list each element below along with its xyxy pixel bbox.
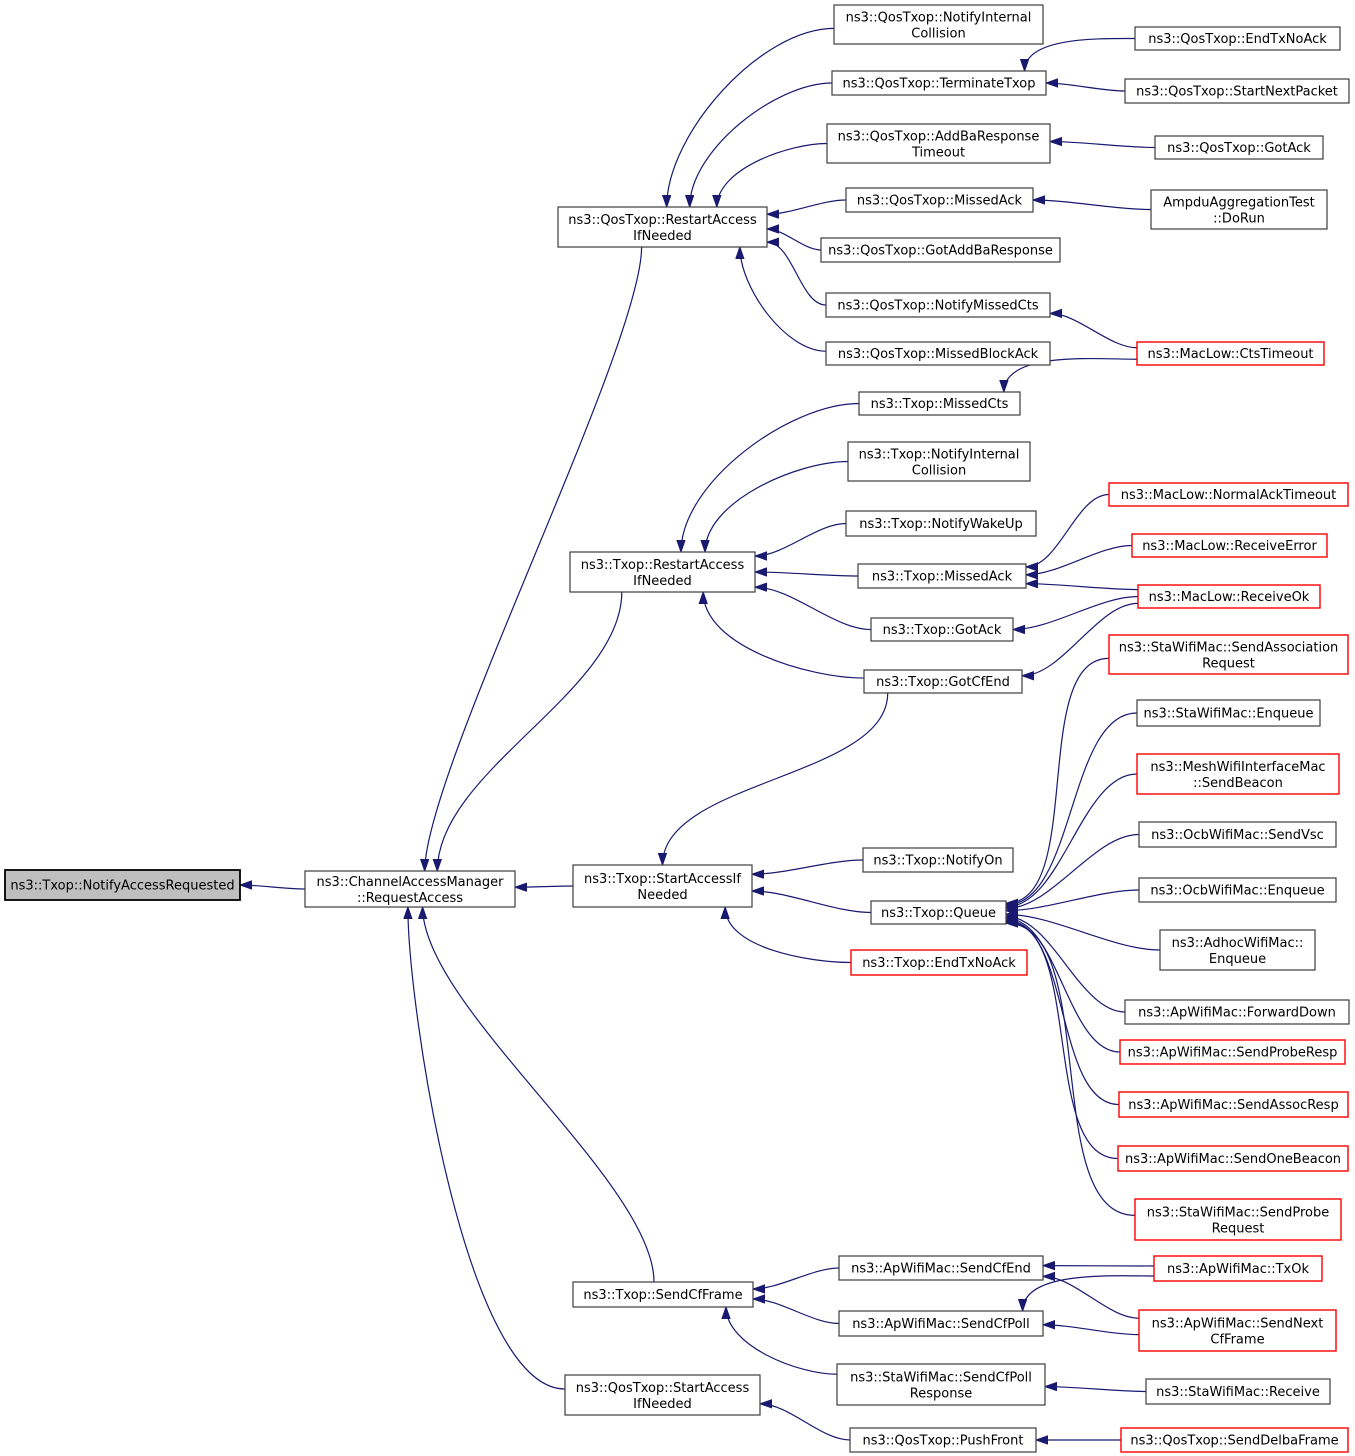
node-stawifimac-enqueue[interactable] [1137,700,1320,726]
node-qostxop-senddelbaframe[interactable] [1121,1428,1348,1452]
node-txop-sendcfframe[interactable] [573,1282,753,1307]
node-label-txop-notifyinternalcollision-0: ns3::Txop::NotifyInternal [858,447,1020,463]
node-label-qostxop-missedack-0: ns3::QosTxop::MissedAck [856,193,1023,209]
edge-txop-notifywakeup--txop-restartaccessifneeded [755,524,846,557]
node-txop-endtxnoack[interactable] [851,950,1027,975]
edge-qostxop-missedack--qostxop-restartaccessifneeded [767,200,846,214]
edge-qostxop-startnextpacket--qostxop-terminatetxop [1046,83,1125,91]
node-label-qostxop-startaccessifneeded-1: IfNeeded [633,1397,692,1412]
node-label-txop-notifyaccessrequested-0: ns3::Txop::NotifyAccessRequested [10,878,235,894]
edge-txop-startaccessifneeded--channelaccessmanager-requestaccess [515,886,573,887]
node-label-stawifimac-sendcfpollresponse-0: ns3::StaWifiMac::SendCfPoll [850,1370,1032,1386]
edge-txop-missedcts--txop-restartaccessifneeded [681,404,859,553]
node-label-txop-gotack-0: ns3::Txop::GotAck [882,623,1002,638]
node-txop-notifyaccessrequested[interactable] [5,870,240,900]
node-label-qostxop-restartaccessifneeded-0: ns3::QosTxop::RestartAccess [568,213,757,228]
node-label-maclow-ctstimeout-0: ns3::MacLow::CtsTimeout [1147,347,1314,362]
edge-adhocwifimac-enqueue--txop-queue [1006,914,1160,950]
node-txop-queue[interactable] [871,901,1006,924]
node-label-stawifimac-sendassociationrequest-1: Request [1202,656,1255,672]
edge-apwifimac-sendnextcfframe--apwifimac-sendcfpoll [1043,1325,1139,1335]
edge-txop-gotcfend--txop-startaccessifneeded [663,693,888,865]
edge-stawifimac-enqueue--txop-queue [1006,713,1137,905]
node-qostxop-restartaccessifneeded[interactable] [558,207,767,247]
node-stawifimac-sendproberequest[interactable] [1135,1199,1341,1240]
node-label-qostxop-notifyinternalcollision-0: ns3::QosTxop::NotifyInternal [845,10,1032,26]
node-apwifimac-forwarddown[interactable] [1125,1000,1349,1024]
edge-qostxop-startaccessifneeded--channelaccessmanager-requestaccess [408,907,565,1389]
node-maclow-normalacktimeout[interactable] [1109,483,1348,506]
edge-ampduaggregationtest-dorun--qostxop-missedack [1033,200,1151,210]
node-txop-startaccessifneeded[interactable] [573,865,752,907]
edge-qostxop-gotack--qostxop-addbaresponsetimeout [1050,142,1155,148]
node-label-stawifimac-enqueue-0: ns3::StaWifiMac::Enqueue [1143,706,1314,722]
node-qostxop-endtxnoack[interactable] [1135,27,1340,50]
node-ocbwifimac-sendvsc[interactable] [1139,822,1336,847]
node-label-apwifimac-sendproberesp-0: ns3::ApWifiMac::SendProbeResp [1127,1045,1338,1061]
node-label-ampduaggregationtest-dorun-0: AmpduAggregationTest [1163,195,1315,211]
node-label-txop-missedack-0: ns3::Txop::MissedAck [871,569,1013,585]
edge-apwifimac-txok--apwifimac-sendcfpoll [1023,1276,1154,1311]
edge-qostxop-pushfront--qostxop-startaccessifneeded [760,1404,850,1440]
edge-stawifimac-sendcfpollresponse--txop-sendcfframe [726,1307,837,1374]
node-label-adhocwifimac-enqueue-1: Enqueue [1208,952,1267,967]
node-label-channelaccessmanager-requestaccess-0: ns3::ChannelAccessManager [316,875,504,890]
node-qostxop-missedblockack[interactable] [826,342,1050,365]
node-label-stawifimac-sendproberequest-0: ns3::StaWifiMac::SendProbe [1146,1205,1330,1221]
node-apwifimac-sendproberesp[interactable] [1120,1040,1345,1064]
edge-qostxop-gotaddbaresponse--qostxop-restartaccessifneeded [767,229,821,250]
edge-qostxop-notifymissedcts--qostxop-restartaccessifneeded [767,242,826,305]
node-apwifimac-sendassocresp[interactable] [1119,1092,1348,1117]
node-qostxop-notifyinternalcollision[interactable] [834,5,1043,44]
node-apwifimac-sendcfend[interactable] [839,1256,1043,1280]
edge-txop-endtxnoack--txop-startaccessifneeded [725,907,851,963]
edge-txop-queue--txop-startaccessifneeded [752,891,871,912]
node-stawifimac-receive[interactable] [1146,1379,1330,1404]
node-maclow-receiveerror[interactable] [1132,534,1327,557]
edge-txop-gotack--txop-restartaccessifneeded [755,587,871,629]
node-label-txop-startaccessifneeded-1: Needed [637,888,688,903]
node-label-apwifimac-sendonebeacon-0: ns3::ApWifiMac::SendOneBeacon [1124,1152,1342,1167]
node-label-meshwifiinterfacemac-sendbeacon-1: ::SendBeacon [1193,776,1283,791]
node-txop-notifyon[interactable] [863,848,1013,872]
node-qostxop-gotaddbaresponse[interactable] [821,238,1060,262]
node-label-qostxop-addbaresponsetimeout-1: Timeout [911,145,966,161]
node-apwifimac-sendonebeacon[interactable] [1118,1146,1348,1171]
node-label-qostxop-terminatetxop-0: ns3::QosTxop::TerminateTxop [842,76,1036,92]
node-label-apwifimac-forwarddown-0: ns3::ApWifiMac::ForwardDown [1138,1005,1336,1021]
node-label-txop-startaccessifneeded-0: ns3::Txop::StartAccessIf [584,872,741,887]
node-label-ocbwifimac-sendvsc-0: ns3::OcbWifiMac::SendVsc [1151,828,1324,843]
node-label-txop-notifyinternalcollision-1: Collision [911,463,967,479]
node-label-txop-sendcfframe-0: ns3::Txop::SendCfFrame [583,1288,743,1303]
edge-apwifimac-sendnextcfframe--apwifimac-sendcfend [1043,1276,1139,1318]
node-qostxop-gotack[interactable] [1155,136,1323,159]
node-label-apwifimac-sendassocresp-0: ns3::ApWifiMac::SendAssocResp [1128,1098,1339,1113]
edge-maclow-receiveok--txop-gotack [1013,597,1138,630]
node-label-stawifimac-sendcfpollresponse-1: Response [909,1386,973,1402]
node-label-qostxop-gotaddbaresponse-0: ns3::QosTxop::GotAddBaResponse [828,243,1053,259]
node-label-apwifimac-sendcfpoll-0: ns3::ApWifiMac::SendCfPoll [852,1317,1030,1332]
edge-txop-gotcfend--txop-restartaccessifneeded [703,592,864,678]
node-meshwifiinterfacemac-sendbeacon[interactable] [1137,754,1339,794]
edge-txop-missedack--txop-restartaccessifneeded [755,572,858,576]
node-stawifimac-sendassociationrequest[interactable] [1109,635,1348,674]
node-label-txop-notifyon-0: ns3::Txop::NotifyOn [873,853,1003,869]
node-txop-gotcfend[interactable] [864,670,1022,693]
node-label-ampduaggregationtest-dorun-1: ::DoRun [1213,211,1265,227]
node-apwifimac-sendnextcfframe[interactable] [1139,1310,1336,1351]
node-label-maclow-receiveok-0: ns3::MacLow::ReceiveOk [1148,590,1310,605]
node-ocbwifimac-enqueue[interactable] [1139,878,1336,902]
node-qostxop-startnextpacket[interactable] [1125,79,1349,103]
edge-meshwifiinterfacemac-sendbeacon--txop-queue [1006,774,1137,907]
node-qostxop-notifymissedcts[interactable] [826,293,1050,317]
node-label-qostxop-senddelbaframe-0: ns3::QosTxop::SendDelbaFrame [1130,1433,1339,1449]
edge-apwifimac-sendassocresp--txop-queue [1006,920,1119,1104]
node-stawifimac-sendcfpollresponse[interactable] [837,1364,1045,1405]
node-label-qostxop-notifymissedcts-0: ns3::QosTxop::NotifyMissedCts [837,298,1039,314]
node-label-txop-notifywakeup-0: ns3::Txop::NotifyWakeUp [859,517,1023,532]
node-label-stawifimac-receive-0: ns3::StaWifiMac::Receive [1156,1385,1320,1400]
node-txop-restartaccessifneeded[interactable] [570,552,755,592]
node-label-channelaccessmanager-requestaccess-1: ::RequestAccess [356,891,464,906]
edge-txop-notifyon--txop-startaccessifneeded [752,860,863,874]
node-label-ocbwifimac-enqueue-0: ns3::OcbWifiMac::Enqueue [1150,883,1325,899]
node-label-maclow-normalacktimeout-0: ns3::MacLow::NormalAckTimeout [1120,488,1337,503]
node-label-qostxop-endtxnoack-0: ns3::QosTxop::EndTxNoAck [1148,32,1327,47]
edge-channelaccessmanager-requestaccess--txop-notifyaccessrequested [240,885,305,889]
node-label-txop-restartaccessifneeded-1: IfNeeded [633,574,692,589]
node-label-apwifimac-sendnextcfframe-0: ns3::ApWifiMac::SendNext [1151,1316,1324,1332]
node-apwifimac-txok[interactable] [1154,1256,1322,1281]
node-label-qostxop-pushfront-0: ns3::QosTxop::PushFront [862,1433,1024,1449]
node-label-txop-gotcfend-0: ns3::Txop::GotCfEnd [876,675,1010,690]
edge-apwifimac-sendcfpoll--txop-sendcfframe [753,1299,839,1324]
node-label-txop-queue-0: ns3::Txop::Queue [881,906,996,921]
node-qostxop-terminatetxop[interactable] [832,71,1046,95]
edge-txop-restartaccessifneeded--channelaccessmanager-requestaccess [437,592,622,871]
node-qostxop-pushfront[interactable] [850,1428,1036,1452]
edge-stawifimac-receive--stawifimac-sendcfpollresponse [1045,1387,1146,1392]
node-label-qostxop-notifyinternalcollision-1: Collision [911,26,966,42]
node-txop-missedcts[interactable] [859,392,1020,415]
node-maclow-receiveok[interactable] [1138,585,1320,608]
node-txop-missedack[interactable] [858,564,1026,588]
node-label-qostxop-startnextpacket-0: ns3::QosTxop::StartNextPacket [1136,84,1338,100]
edge-apwifimac-sendcfend--txop-sendcfframe [753,1268,839,1289]
edge-qostxop-addbaresponsetimeout--qostxop-restartaccessifneeded [717,144,827,208]
node-label-apwifimac-txok-0: ns3::ApWifiMac::TxOk [1166,1262,1310,1277]
node-txop-notifyinternalcollision[interactable] [848,442,1030,481]
nodes-layer [5,5,1349,1452]
node-label-apwifimac-sendcfend-0: ns3::ApWifiMac::SendCfEnd [851,1261,1031,1277]
edge-maclow-receiveok--txop-missedack [1026,584,1138,590]
edge-qostxop-notifyinternalcollision--qostxop-restartaccessifneeded [667,28,834,207]
node-label-qostxop-gotack-0: ns3::QosTxop::GotAck [1167,141,1311,156]
node-txop-notifywakeup[interactable] [846,511,1036,536]
node-label-qostxop-startaccessifneeded-0: ns3::QosTxop::StartAccess [575,1381,750,1396]
node-label-qostxop-missedblockack-0: ns3::QosTxop::MissedBlockAck [837,347,1039,362]
edge-txop-notifyinternalcollision--txop-restartaccessifneeded [705,462,848,553]
node-maclow-ctstimeout[interactable] [1137,342,1324,365]
node-label-qostxop-addbaresponsetimeout-0: ns3::QosTxop::AddBaResponse [837,129,1040,145]
node-label-adhocwifimac-enqueue-0: ns3::AdhocWifiMac:: [1171,936,1304,951]
node-label-txop-restartaccessifneeded-0: ns3::Txop::RestartAccess [580,558,745,573]
node-label-stawifimac-sendassociationrequest-0: ns3::StaWifiMac::SendAssociation [1118,640,1339,656]
edge-maclow-ctstimeout--qostxop-notifymissedcts [1050,313,1137,347]
node-ampduaggregationtest-dorun[interactable] [1151,190,1327,229]
node-qostxop-startaccessifneeded[interactable] [565,1375,760,1415]
node-label-maclow-receiveerror-0: ns3::MacLow::ReceiveError [1142,539,1317,554]
node-adhocwifimac-enqueue[interactable] [1160,930,1315,970]
node-channelaccessmanager-requestaccess[interactable] [305,871,515,907]
edge-txop-sendcfframe--channelaccessmanager-requestaccess [423,907,654,1282]
edge-ocbwifimac-sendvsc--txop-queue [1006,835,1139,909]
node-label-txop-endtxnoack-0: ns3::Txop::EndTxNoAck [862,956,1016,971]
node-label-apwifimac-sendnextcfframe-1: CfFrame [1210,1332,1265,1348]
node-qostxop-addbaresponsetimeout[interactable] [827,124,1050,163]
edge-maclow-normalacktimeout--txop-missedack [1026,495,1109,567]
node-txop-gotack[interactable] [871,618,1013,641]
node-label-qostxop-restartaccessifneeded-1: IfNeeded [633,229,692,244]
edge-stawifimac-sendassociationrequest--txop-queue [1006,658,1109,903]
edge-maclow-receiveerror--txop-missedack [1026,546,1132,575]
node-label-meshwifiinterfacemac-sendbeacon-0: ns3::MeshWifiInterfaceMac [1150,760,1326,775]
node-label-stawifimac-sendproberequest-1: Request [1211,1221,1265,1237]
node-apwifimac-sendcfpoll[interactable] [839,1311,1043,1336]
node-label-txop-missedcts-0: ns3::Txop::MissedCts [870,397,1009,412]
node-qostxop-missedack[interactable] [846,188,1033,212]
